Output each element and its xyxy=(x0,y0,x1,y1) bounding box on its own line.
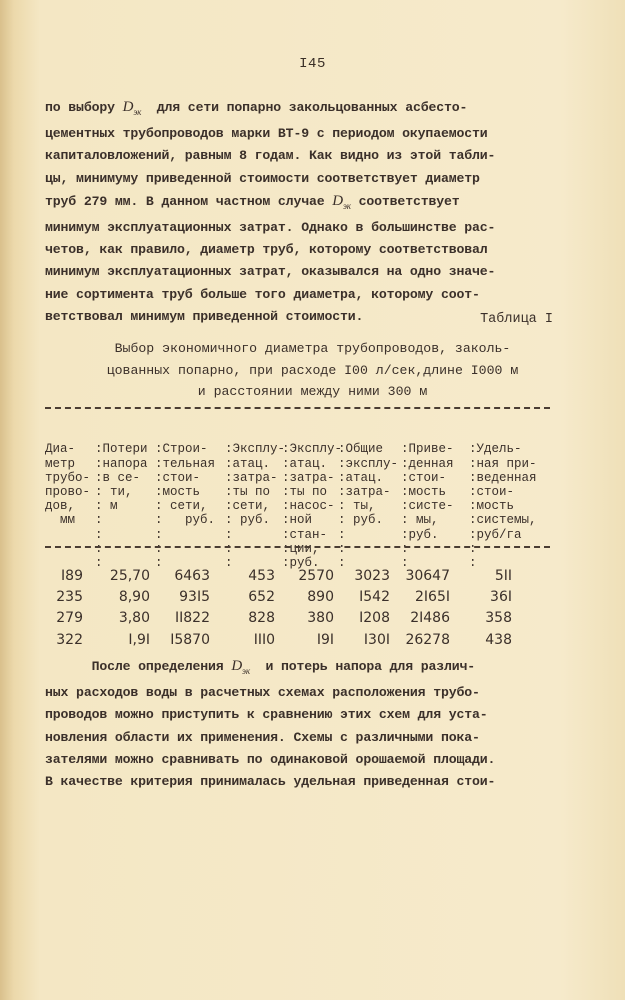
text-line: проводов можно приступить к сравнению этих схем для уста- xyxy=(45,707,488,723)
header-col-total-opex: :Общие :эксплу- :атац. :затра- : ты, : руб. : : : xyxy=(338,442,399,571)
table-body xyxy=(45,566,555,651)
header-col-construction-cost: :Строи- :тельная :стои- :мость : сети, : руб. : : : xyxy=(155,442,216,571)
text-line: цементных трубопроводов марки ВТ-9 с периодом окупаемости xyxy=(45,126,488,142)
text-line: труб 279 мм. В данном частном случае $D_{эк}$ соответствует xyxy=(45,192,460,211)
table-bottom-rule xyxy=(45,546,550,548)
text-line: по выбору $D_{эк}$ для сети попарно закольцованных асбесто- xyxy=(45,99,468,117)
header-col-diameter: Диа- метр трубо- прово- дов, мм xyxy=(45,442,91,528)
d-ek-symbol: $D_{эк}$ xyxy=(122,99,142,117)
text-line: четов, как правило, диаметр труб, которому соответствовал xyxy=(45,242,488,258)
text-line: капиталовложений, равным 8 годам. Как видно из этой табли- xyxy=(45,148,496,164)
text-line: минимум эксплуатационных затрат, оказывался на одно значе- xyxy=(45,264,496,280)
table-row: 279 3,80 II822 828 380 I208 2I486 358 xyxy=(56,610,512,627)
table-label: Таблица I xyxy=(480,312,553,327)
text-line: ных расходов воды в расчетных схемах расположения трубо- xyxy=(45,685,480,701)
table-title: Выбор экономичного диаметра трубопроводов, заколь- цованных попарно, при расходе I00 л/сек,длине I000 м и расстоянии между ними 300 м xyxy=(106,341,519,399)
text-line: зателями можно сравнивать по одинаковой орошаемой площади. xyxy=(45,751,496,767)
page-number: I45 xyxy=(299,56,326,72)
paragraph-comparison xyxy=(45,655,585,793)
text-line: ние сортимента труб больше того диаметра, которому соот- xyxy=(45,286,480,302)
d-ek-symbol: $D_{эк}$ xyxy=(231,658,250,676)
d-ek-symbol: $D_{эк}$ xyxy=(332,192,351,211)
text-line: В качестве критерия принималась удельная приведенная стои- xyxy=(45,774,496,790)
text-line: цы, минимуму приведенной стоимости соответствует диаметр xyxy=(45,170,480,186)
table-row: I89 25,70 6463 453 2570 3023 30647 5II xyxy=(61,568,512,584)
text-line: минимум эксплуатационных затрат. Однако в большинстве рас- xyxy=(45,220,496,236)
table-row: 322 I,9I I5870 III0 I9I I30I 26278 438 xyxy=(56,631,512,648)
paragraph-intro xyxy=(45,96,585,328)
header-col-network-opex: :Эксплу- :атац. :затра- :ты по :сети, : руб. : : : xyxy=(225,442,286,571)
header-col-reduced-cost: :Приве- :денная :стои- :мость :систе- : мы, :руб. : : xyxy=(401,442,454,571)
table-top-rule xyxy=(45,407,550,409)
text-line: После определения $D_{эк}$ и потерь напора для различ- xyxy=(45,658,476,676)
header-col-specific-reduced-cost: :Удель- :ная при- :веденная :стои- :мость :системы, :руб/га : : xyxy=(469,442,537,571)
text-line: ветствовал минимум приведенной стоимости. xyxy=(45,308,364,324)
text-line: новления области их применения. Схемы с различными пока- xyxy=(45,729,480,745)
header-col-pump-opex: :Эксплу- :атац. :затра- :ты по :насос- :ной :стан- :ции, :руб. xyxy=(282,442,343,571)
header-col-head-loss: :Потери :напора :в се- : ти, : м : : : : xyxy=(95,442,148,571)
table-row: 235 8,90 93I5 652 890 I542 2I65I 36I xyxy=(56,589,512,606)
